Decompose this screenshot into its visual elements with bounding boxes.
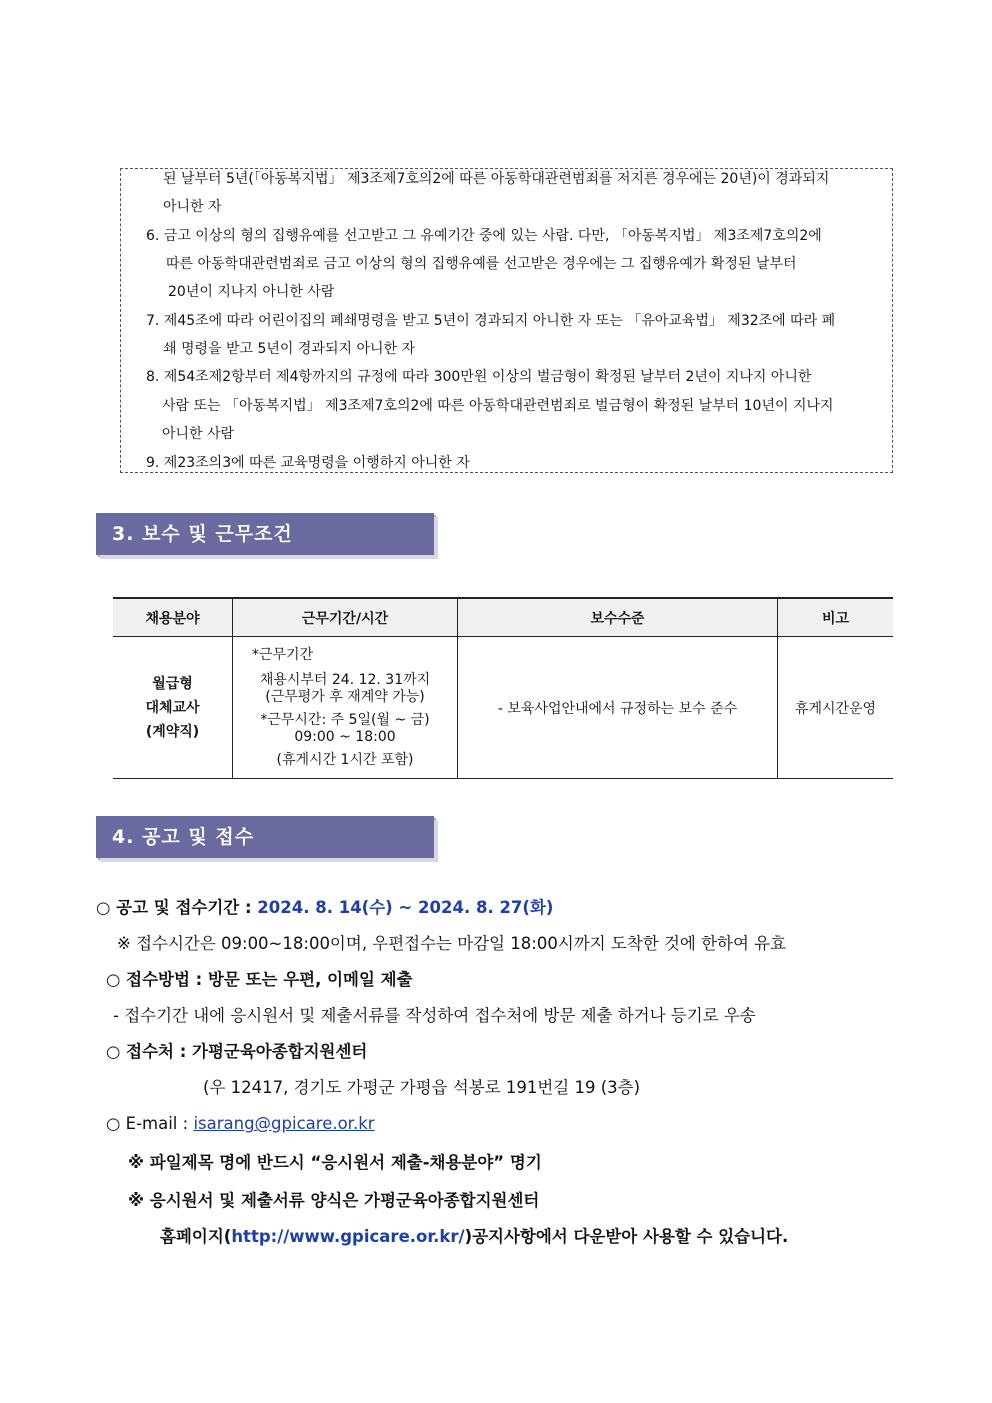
field-line: (계약직) bbox=[145, 723, 200, 740]
application-address: (우 12417, 경기도 가평군 가평읍 석봉로 191번길 19 (3층) bbox=[203, 1078, 641, 1097]
eligibility-line: 6. 금고 이상의 형의 집행유예를 선고받고 그 유예기간 중에 있는 사람. 다만, 「아동복지법」 제3조제7호의2에 bbox=[146, 228, 822, 244]
period-line: 09:00 ~ 18:00 bbox=[294, 728, 396, 745]
homepage-prefix: 홈페이지( bbox=[160, 1227, 232, 1246]
table-header-note: 비고 bbox=[778, 598, 894, 637]
homepage-suffix: )공지사항에서 다운받아 사용할 수 있습니다. bbox=[464, 1227, 789, 1246]
eligibility-line: 아니한 사람 bbox=[162, 426, 235, 442]
application-period-label: ○ 공고 및 접수기간 : bbox=[96, 898, 258, 917]
eligibility-line: 따른 아동학대관련범죄로 금고 이상의 형의 집행유예를 선고받은 경우에는 그 집행유예가 확정된 날부터 bbox=[166, 256, 797, 272]
working-conditions-table bbox=[113, 597, 893, 779]
table-header-pay: 보수수준 bbox=[458, 598, 778, 637]
application-period bbox=[96, 897, 553, 919]
period-line: *근무시간: 주 5일(월 ~ 금) bbox=[260, 711, 430, 728]
period-line: (휴게시간 1시간 포함) bbox=[276, 751, 414, 768]
table-row bbox=[113, 637, 893, 779]
period-line: (근무평가 후 재계약 가능) bbox=[265, 688, 425, 705]
eligibility-line: 사람 또는 「아동복지법」 제3조제7호의2에 따른 아동학대관련범죄로 벌금형이 확정된 날부터 10년이 지나지 bbox=[162, 398, 834, 414]
application-time-note: ※ 접수시간은 09:00~18:00이며, 우편접수는 마감일 18:00시까지 도착한 것에 한하여 유효 bbox=[117, 934, 787, 953]
period-line: 채용시부터 24. 12. 31까지 bbox=[259, 671, 431, 688]
eligibility-line: 8. 제54조제2항부터 제4항까지의 규정에 따라 300만원 이상의 벌금형이 확정된 날부터 2년이 지나지 아니한 bbox=[146, 369, 812, 385]
field-line: 월급형 bbox=[152, 675, 193, 692]
eligibility-line: 쇄 명령을 받고 5년이 경과되지 아니한 자 bbox=[163, 341, 415, 357]
file-title-note: ※ 파일제목 명에 반드시 “응시원서 제출-채용분야” 명기 bbox=[128, 1153, 542, 1172]
table-header-field: 채용분야 bbox=[113, 598, 233, 637]
eligibility-line: 7. 제45조에 따라 어린이집의 폐쇄명령을 받고 5년이 경과되지 아니한 자 또는 「유아교육법」 제32조에 따라 폐 bbox=[146, 313, 836, 329]
period-line: *근무기간 bbox=[252, 646, 314, 663]
email-link[interactable]: isarang@gpicare.or.kr bbox=[193, 1114, 375, 1133]
cell-note: 휴게시간운영 bbox=[778, 637, 894, 779]
section-4-title: 4. 공고 및 접수 bbox=[96, 816, 434, 858]
application-method-note: - 접수기간 내에 응시원서 및 제출서류를 작성하여 접수처에 방문 제출 하거나 등기로 우송 bbox=[113, 1006, 756, 1025]
cell-pay: - 보육사업안내에서 규정하는 보수 준수 bbox=[458, 637, 778, 779]
application-email bbox=[106, 1113, 375, 1135]
application-period-value: 2024. 8. 14(수) ~ 2024. 8. 27(화) bbox=[257, 898, 554, 917]
section-3-title: 3. 보수 및 근무조건 bbox=[96, 513, 434, 555]
field-line: 대체교사 bbox=[145, 699, 200, 716]
eligibility-line: 9. 제23조의3에 따른 교육명령을 이행하지 아니한 자 bbox=[146, 455, 470, 471]
application-method: ○ 접수방법 : 방문 또는 우편, 이메일 제출 bbox=[106, 970, 413, 989]
cell-field bbox=[113, 637, 233, 779]
application-place: ○ 접수처 : 가평군육아종합지원센터 bbox=[106, 1042, 368, 1061]
eligibility-line: 된 날부터 5년(「아동복지법」 제3조제7호의2에 따른 아동학대관련범죄를 저지른 경우에는 20년)이 경과되지 bbox=[163, 171, 830, 187]
form-note: ※ 응시원서 및 제출서류 양식은 가평군육아종합지원센터 bbox=[128, 1191, 540, 1210]
table-header-period: 근무기간/시간 bbox=[233, 598, 458, 637]
homepage-link[interactable]: http://www.gpicare.or.kr/ bbox=[231, 1227, 465, 1246]
email-label: ○ E-mail : bbox=[106, 1114, 194, 1133]
eligibility-line: 아니한 자 bbox=[163, 199, 222, 215]
cell-period bbox=[233, 637, 458, 779]
homepage-note bbox=[160, 1226, 788, 1248]
eligibility-line: 20년이 지나지 아니한 사람 bbox=[168, 284, 335, 300]
